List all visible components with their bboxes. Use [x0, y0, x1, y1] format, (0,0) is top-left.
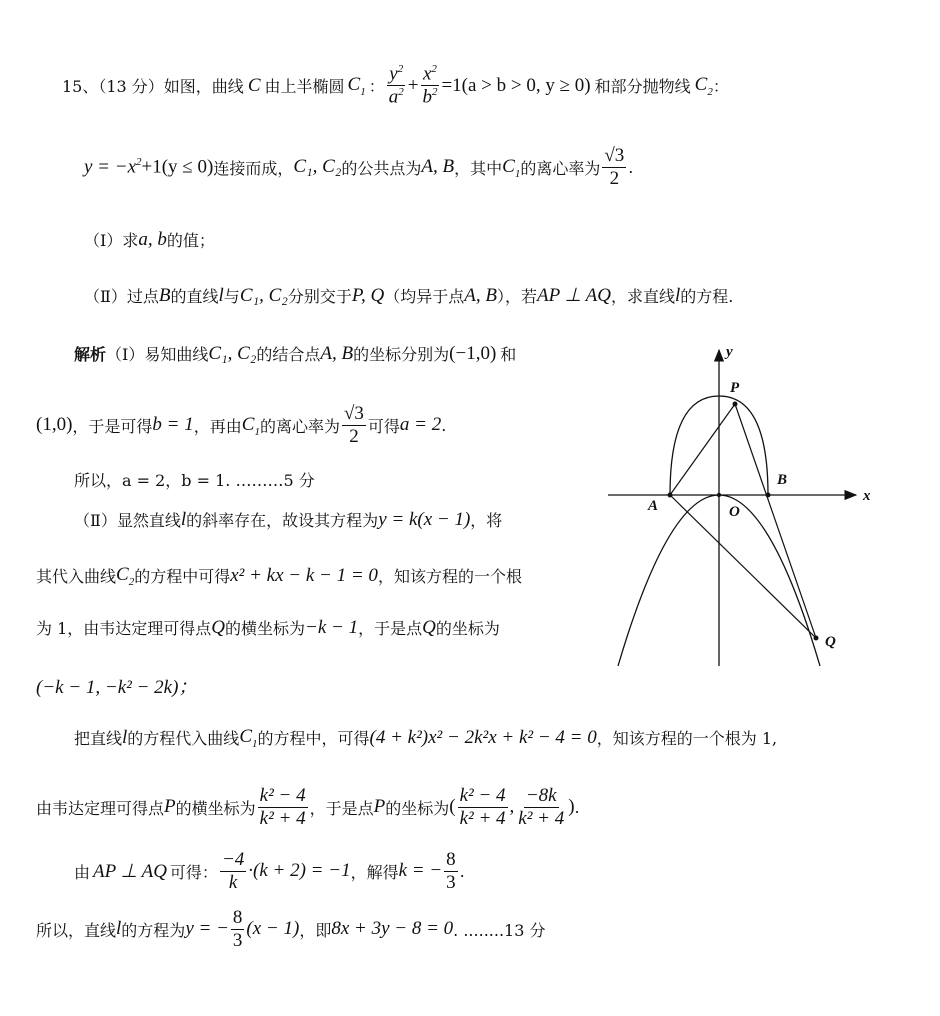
- problem-line-1: 15、（13 分）如图，曲线 C 由上半椭圆 $C_1$ ： $\frac{y^2}{a^2}$ + $\frac{x^2}{b^2}$ =1(a > b > 0, y ≥ 0) 和部分抛物线 $C_2$ ：: [62, 63, 729, 108]
- solution-line-5: 其代入曲线 $C_2$ 的方程中可得 x² + kx − k − 1 = 0 ，知该方程的一个根: [36, 564, 522, 588]
- line-AQ: [670, 495, 816, 638]
- fraction-8-3: $\frac{8}{3}$: [232, 907, 243, 951]
- solution-line-2: (1,0) ，于是可得 b = 1 ，再由 $C_1$ 的离心率为 $\frac{√3}{2}$ 可得 a = 2 .: [36, 403, 447, 447]
- point-A: [668, 493, 673, 498]
- point-B: [766, 493, 771, 498]
- solution-line-9: 由韦达定理可得点 P 的横坐标为 $\frac{\text{k² − 4}}{\text{k² + 4}}$ ，于是点 P 的坐标为 ( $\frac{\text{k² − 4}}{\text{k² + 4}}$ , $\frac{-8k}{\text{k² + 4}}$ ) .: [36, 785, 580, 829]
- label-A: A: [648, 498, 659, 514]
- solution-line-3: 所以，a = 2，b = 1. ………5 分: [74, 471, 315, 490]
- solution-line-7: (−k − 1, −k² − 2k)；: [36, 677, 198, 698]
- fraction-x2-b2: $\frac{x^2}{b^2}$: [422, 63, 438, 108]
- sym-C1: $C_1$: [347, 73, 366, 98]
- part-1: （Ⅰ）求 a, b 的值；: [84, 228, 215, 250]
- solution-line-11: 所以，直线 l 的方程为 y = − $\frac{8}{3}$ (x − 1) ，即 8x + 3y − 8 = 0 . ........13 分: [36, 907, 546, 951]
- text: 连接而成，: [213, 158, 294, 178]
- problem-line-2: $y = -x^2+1(y \le 0)$ 连接而成， C₁, C₂ 的公共点为 A, B ，其中 $C_1$ 的离心率为 $\frac{√3}{2}$ .: [84, 145, 634, 189]
- sym-C: C: [247, 74, 261, 96]
- label-B: B: [777, 472, 788, 488]
- fraction-y2-a2: $\frac{y^2}{a^2}$: [388, 63, 404, 108]
- solution-label: 解析: [74, 345, 107, 364]
- text: 和部分抛物线: [594, 77, 691, 97]
- parabola-eq: $y = -x^2+1(y \le 0)$: [84, 156, 214, 178]
- solution-line-8: 把直线 l 的方程代入曲线 $C_1$ 的方程中，可得 (4 + k²)x² − 2k²x + k² − 4 = 0 ，知该方程的一个根为 1,: [74, 726, 778, 750]
- curve-figure: [608, 338, 878, 668]
- label-P: P: [730, 380, 740, 396]
- fraction-sqrt3-2: $\frac{√3}{2}$: [604, 145, 625, 189]
- sym-AB: A, B: [421, 156, 455, 178]
- fraction-px2: $\frac{\text{k² − 4}}{\text{k² + 4}}$: [459, 785, 506, 829]
- point-Q: [814, 636, 819, 641]
- colon: ：: [368, 77, 385, 97]
- point-O: [717, 493, 721, 497]
- text: 的公共点为: [341, 158, 422, 178]
- sym-ab: a, b: [138, 228, 167, 250]
- line-AP: [670, 404, 735, 495]
- label-x: x: [863, 488, 871, 504]
- part-2: （Ⅱ）过点 B 的直线 l 与 C₁, C₂ 分别交于 P, Q （均异于点 A, B ），若 AP ⊥ AQ ，求直线 l 的方程.: [84, 284, 734, 306]
- ellipse-condition: =1(a > b > 0, y ≥ 0): [441, 74, 591, 96]
- point-P: [733, 402, 738, 407]
- solution-line-10: 由 AP ⊥ AQ 可得： $\frac{-4}{k}$ ·(k + 2) = −1 ，解得 k = − $\frac{8}{3}$ .: [74, 849, 465, 893]
- fraction-8-3: $\frac{8}{3}$: [446, 849, 456, 893]
- text: ，其中: [454, 158, 503, 178]
- fraction-py: $\frac{-8k}{\text{k² + 4}}$: [518, 785, 565, 829]
- sym-C2: $C_2$: [694, 73, 713, 98]
- label-y: y: [726, 344, 733, 360]
- text: 的离心率为: [520, 158, 601, 178]
- sym-C1C2: C₁, C₂: [293, 156, 342, 178]
- line-PQ: [735, 404, 816, 638]
- label-Q: Q: [825, 634, 836, 650]
- fraction-sqrt3-2: $\frac{√3}{2}$: [343, 403, 364, 447]
- label-O: O: [729, 504, 740, 520]
- fraction-px: $\frac{\text{k² − 4}}{\text{k² + 4}}$: [259, 785, 306, 829]
- sym-C1: $C_1$: [502, 155, 521, 180]
- problem-number: 15、（13 分）如图，曲线: [62, 77, 244, 97]
- solution-line-1: 解析 （Ⅰ）易知曲线 C₁, C₂ 的结合点 A, B 的坐标分别为 (−1,0) 和: [74, 342, 517, 364]
- fraction-neg4-k: $\frac{-4}{k}$: [221, 849, 245, 893]
- solution-line-4: （Ⅱ）显然直线 l 的斜率存在，故设其方程为 y = k(x − 1) ，将: [74, 508, 503, 530]
- solution-line-6: 为 1，由韦达定理可得点 Q 的横坐标为 −k − 1 ，于是点 Q 的坐标为: [36, 616, 500, 638]
- text: 由上半椭圆: [264, 77, 345, 97]
